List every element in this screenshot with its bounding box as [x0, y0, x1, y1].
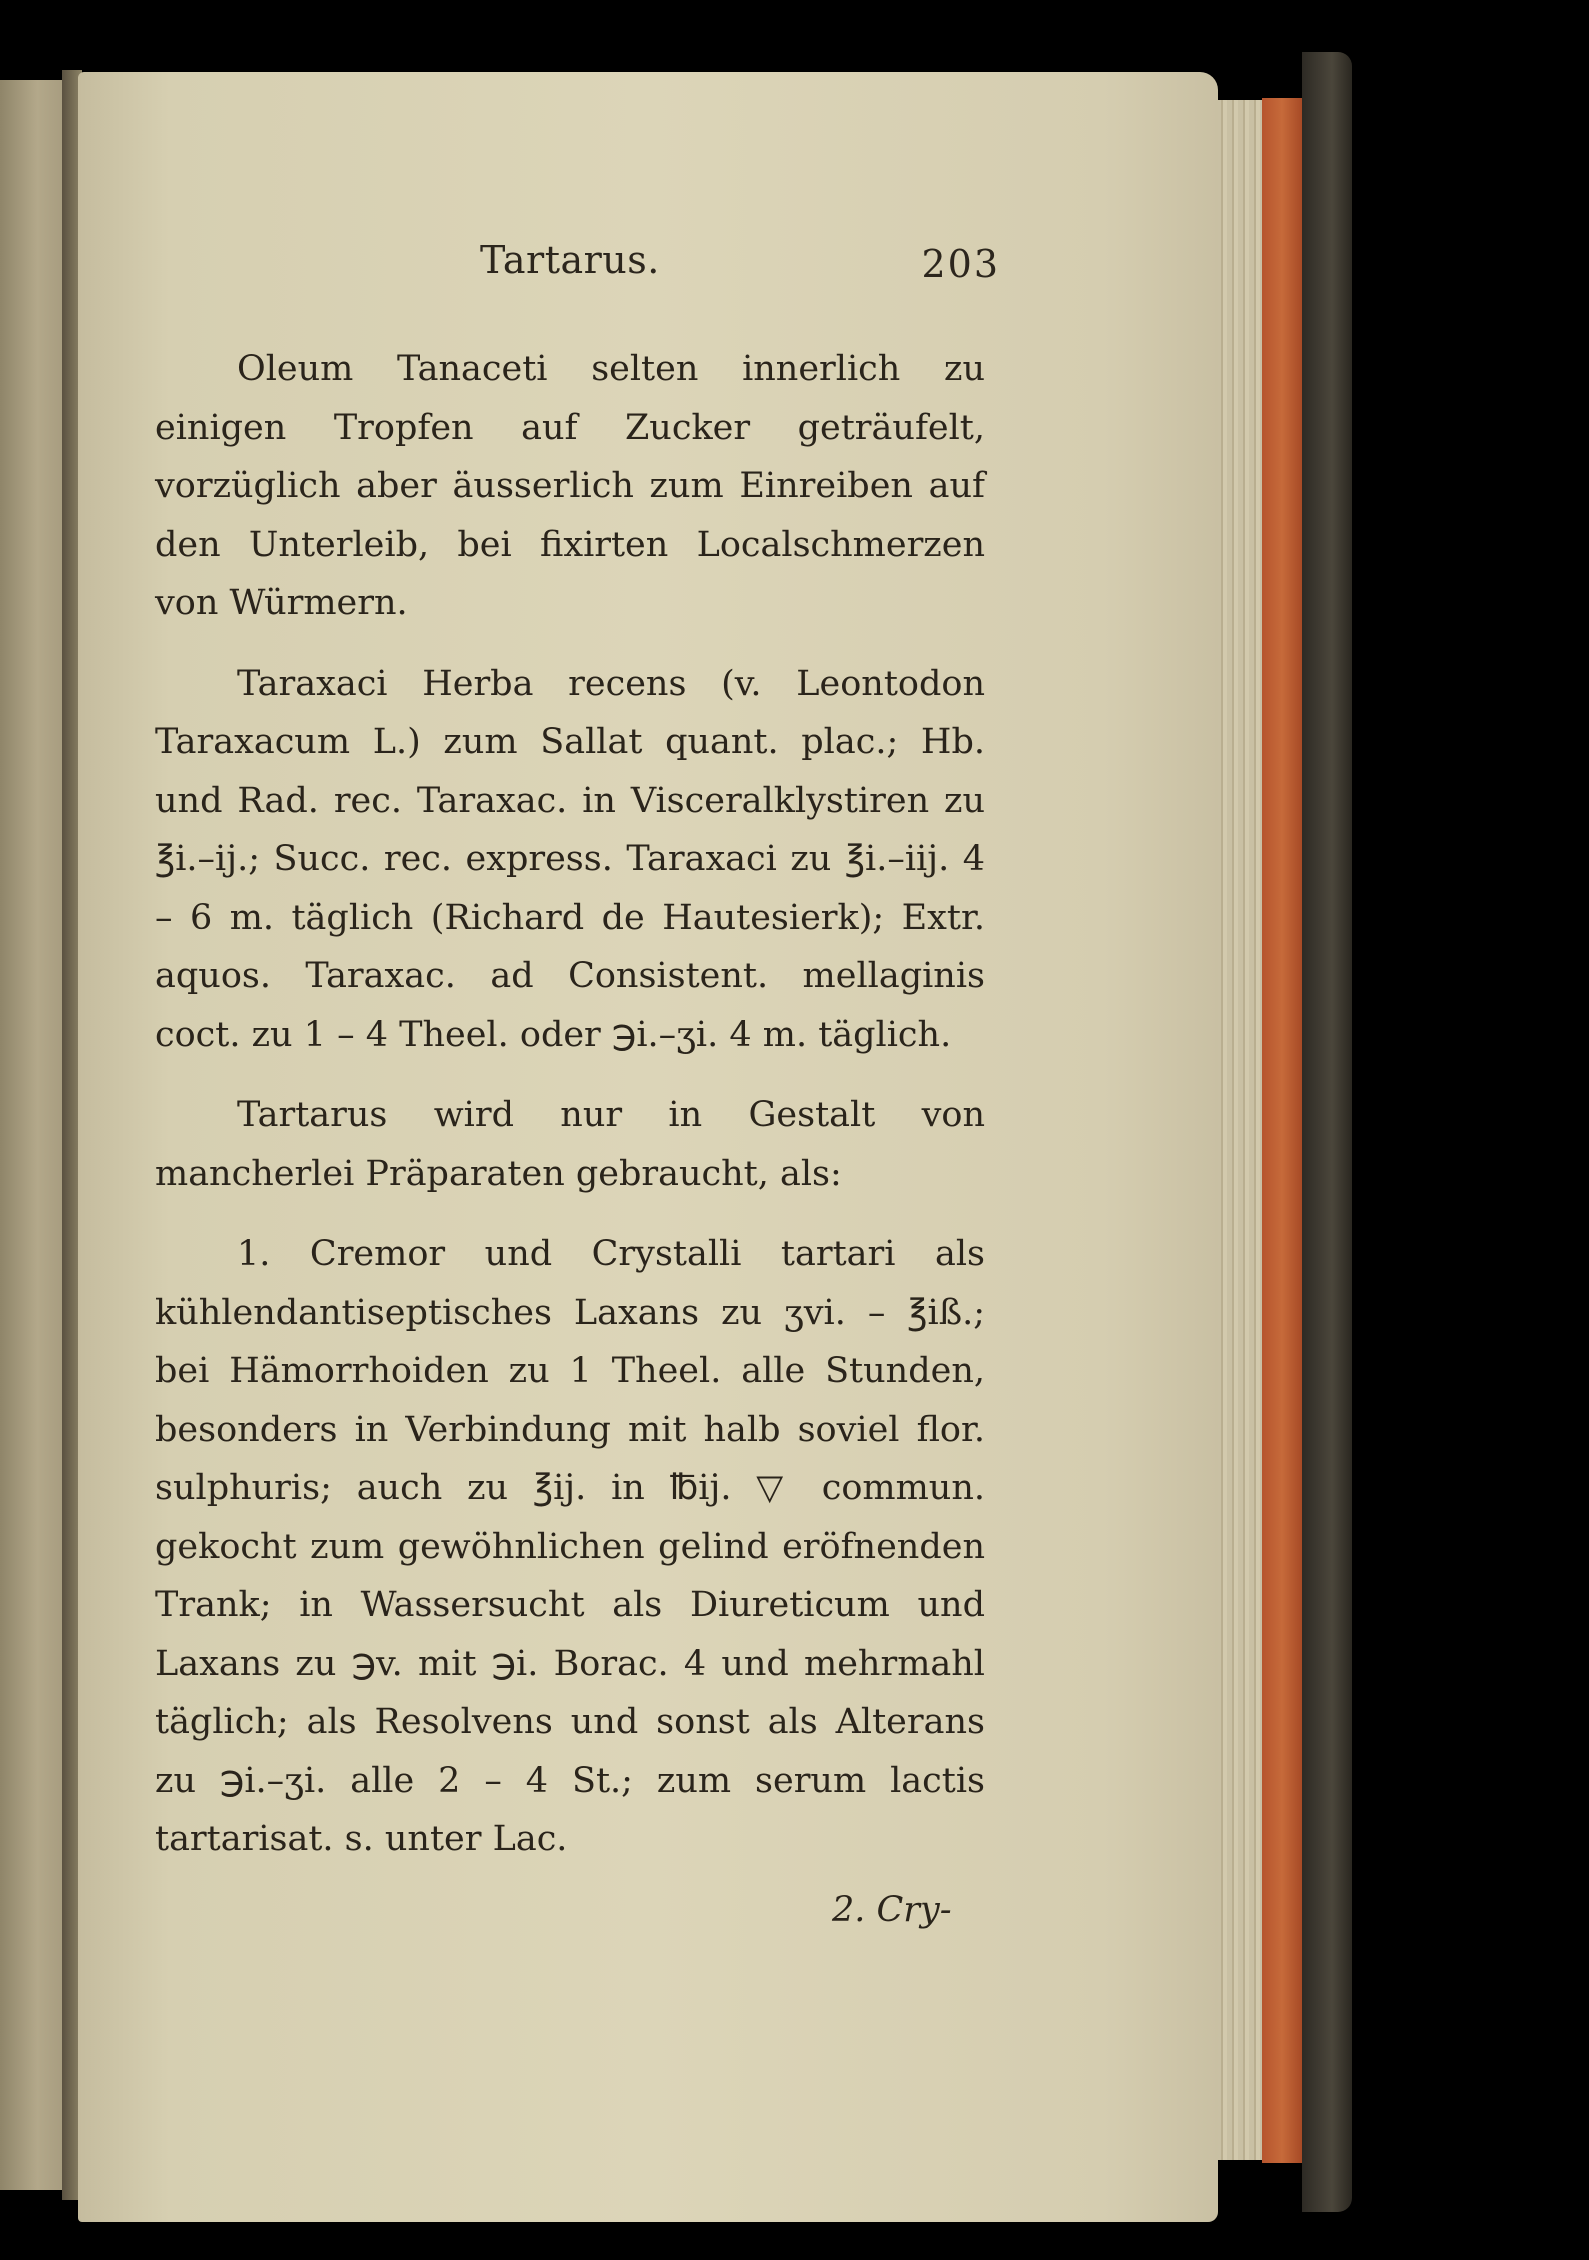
page-header: [160, 238, 1030, 298]
paragraph-taraxaci: Taraxaci Herba recens (v. Leontodon Taraxacum L.) zum Sallat quant. plac.; Hb. und Rad. rec. Taraxac. in Visceralklystiren zu ℥i.–ij.; Succ. rec. express. Taraxaci zu ℥i.–iij. 4 – 6 m. täglich (Richard de Hautesierk); Extr. aquos. Taraxac. ad Consistent. mellaginis coct. zu 1 – 4 Theel. oder ℈i.–ʒi. 4 m. täglich.: [155, 663, 985, 1055]
book-cover-edge: [1302, 52, 1352, 2212]
page-body: [155, 340, 985, 1891]
paragraph-tartarus: Tartarus wird nur in Gestalt von mancherlei Präparaten gebraucht, als:: [155, 1095, 985, 1194]
paragraph-cremor-tartari: 1. Cremor und Crystalli tartari als kühlendantiseptisches Laxans zu ʒvi. – ℥iß.; bei Hämorrhoiden zu 1 Theel. alle Stunden, besonders in Verbindung mit halb soviel flor. sulphuris; auch zu ℥ij. in ℔ij. ▽ commun. gekocht zum gewöhnlichen gelind eröfnenden Trank; in Wassersucht als Diureticum und Laxans zu ℈v. mit ℈i. Borac. 4 und mehrmahl täglich; als Resolvens und sonst als Alterans zu ℈i.–ʒi. alle 2 – 4 St.; zum serum lactis tartarisat. s. unter Lac.: [155, 1234, 985, 1859]
page-number: 203: [921, 242, 1000, 286]
catchword: 2. Cry-: [832, 1890, 952, 1930]
running-title: Tartarus.: [480, 238, 660, 282]
facing-page-edge: [0, 80, 62, 2190]
paragraph-oleum-tanaceti: Oleum Tanaceti selten innerlich zu einigen Tropfen auf Zucker geträufelt, vorzüglich aber äusserlich zum Einreiben auf den Unterleib, bei fixirten Localschmerzen von Würmern.: [155, 349, 985, 623]
red-page-edge: [1262, 98, 1302, 2163]
